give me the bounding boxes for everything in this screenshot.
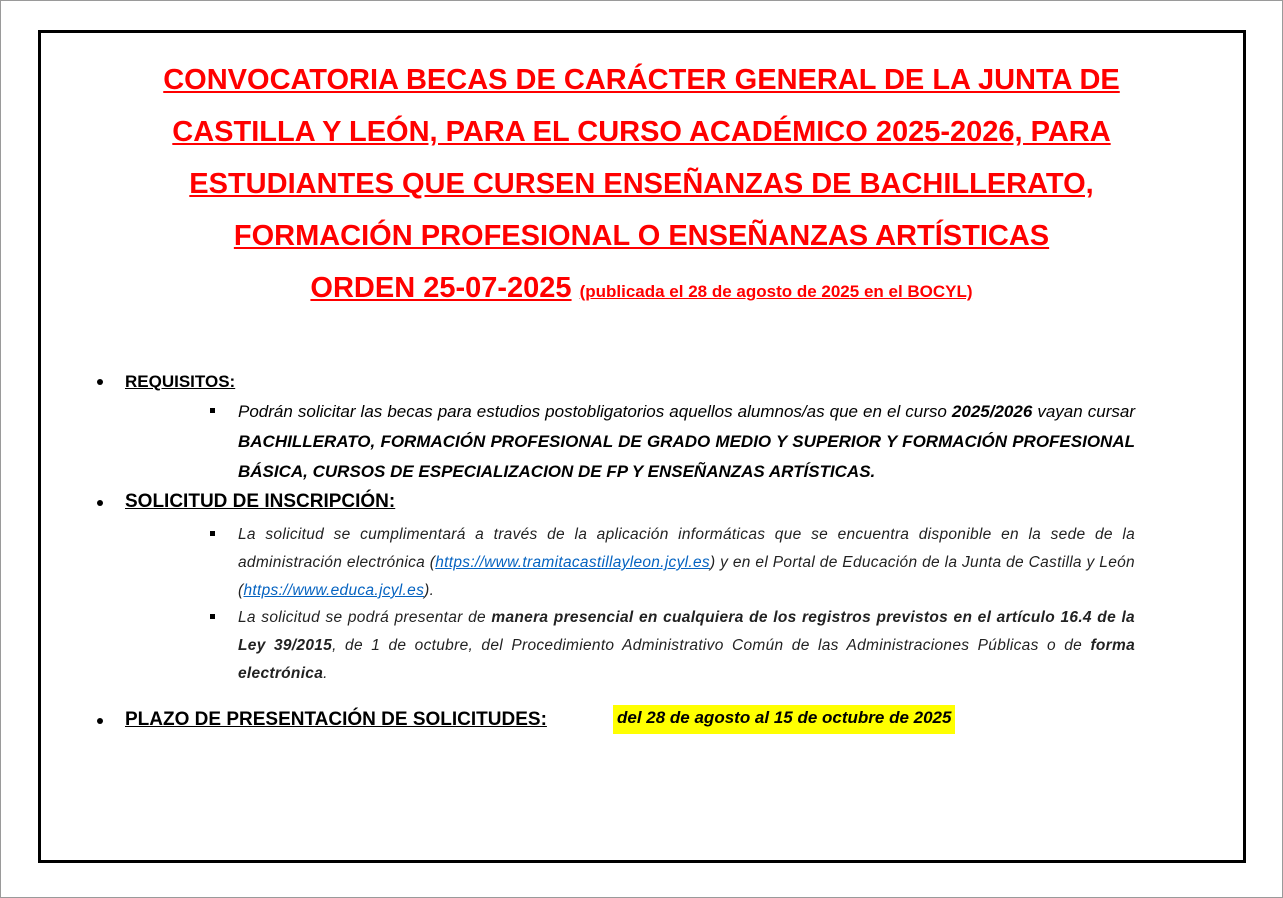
list-item: La solicitud se cumplimentará a través de la aplicación informáticas que se encuentra disponible en la sede de la administración electrónica (https://www.tramitacastillayleon.jcyl.es) y en el Portal de Educación de la Junta de Castilla y León (https://www.educa.jcyl.es). [210,521,1135,605]
list-item: Podrán solicitar las becas para estudios postobligatorios aquellos alumnos/as que en el curso 2025/2026 vayan cursar BACHILLERATO, FORMACIÓN PROFESIONAL DE GRADO MEDIO Y SUPERIOR Y FORMACIÓN PROFESIONAL BÁSICA, CURSOS DE ESPECIALIZACION DE FP Y ENSEÑANZAS ARTÍSTICAS. [210,397,1135,487]
document-title [0,54,1283,262]
list-item: La solicitud se podrá presentar de manera presencial en cualquiera de los registros previstos en el artículo 16.4 de la Ley 39/2015, de 1 de octubre, del Procedimiento Administrativo Común de las Administraciones Públicas o de forma electrónica. [210,604,1135,688]
orden-number: ORDEN 25-07-2025 [310,272,572,304]
bullet-icon [97,500,103,506]
title-line: ESTUDIANTES QUE CURSEN ENSEÑANZAS DE BACHILLERATO, [189,168,1094,200]
square-bullet-icon [210,531,215,536]
bullet-icon [97,379,103,385]
section-label: PLAZO DE PRESENTACIÓN DE SOLICITUDES: [125,709,547,730]
square-bullet-icon [210,408,215,413]
orden-publication-note: (publicada el 28 de agosto de 2025 en el BOCYL) [579,282,973,301]
orden-heading [0,272,1283,305]
section-label: REQUISITOS: [125,372,236,391]
title-line: FORMACIÓN PROFESIONAL O ENSEÑANZAS ARTÍSTICAS [233,220,1050,252]
title-line: CONVOCATORIA BECAS DE CARÁCTER GENERAL DE LA JUNTA DE [163,64,1120,96]
plazo-dates-highlight: del 28 de agosto al 15 de octubre de 2025 [613,705,955,734]
bullet-icon [97,718,103,724]
tramita-link[interactable]: https://www.tramitacastillayleon.jcyl.es [435,554,710,571]
section-label: SOLICITUD DE INSCRIPCIÓN: [125,491,396,512]
educa-link[interactable]: https://www.educa.jcyl.es [243,582,425,599]
title-line: CASTILLA Y LEÓN, PARA EL CURSO ACADÉMICO 2025-2026, PARA [172,116,1111,148]
square-bullet-icon [210,614,215,619]
